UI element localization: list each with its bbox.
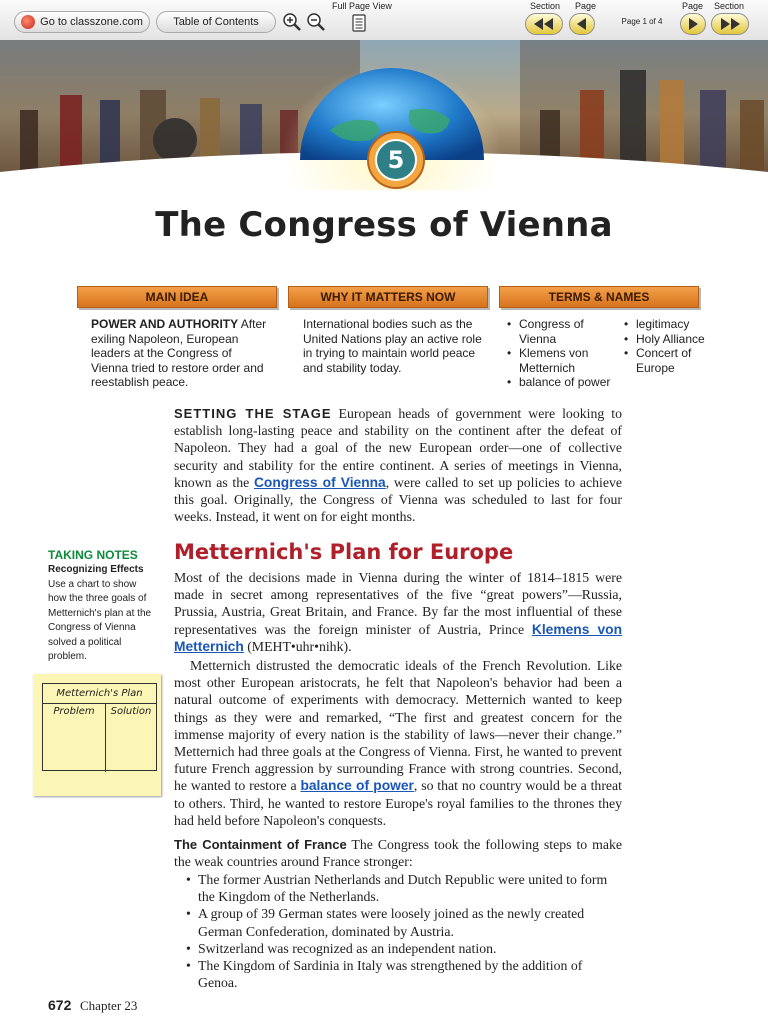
taking-notes-heading: TAKING NOTES	[48, 548, 138, 562]
containment-text: The Congress took the following steps to make the weak countries around France stronger:	[174, 837, 623, 870]
setting-text-part1: European heads of government were looking to establish long-lasting peace and stability on the continent after the defeat of Napoleon. They had a goal of the new European order—one of collective security and stability for the entire continent. A series of meetings in Vienna, known as the	[174, 406, 622, 490]
sticky-note	[33, 674, 161, 796]
full-page-view-label: Full Page View	[332, 1, 392, 11]
double-chevron-right-icon	[719, 18, 741, 30]
chapter-banner	[0, 40, 768, 190]
page-counter: Page 1 of 4	[621, 17, 663, 26]
zoom-in-icon[interactable]	[282, 12, 302, 32]
terms-right-list	[624, 317, 720, 375]
containment-paragraph	[174, 836, 622, 870]
para2-part1: Metternich distrusted the democratic ideals of the French Revolution. Like most other European aristocrats, he felt that Napoleon's behavior had been a natural outcome of experiments with democracy. Metternich wanted to keep things as they were and remarked, “The first and greatest concern for the immense majority of every nation is the stability of laws—never their change.” Metternich had three goals at the Congress of Vienna. First, he wanted to prevent future French aggression by surrounding France with strong countries. Second, he wanted to restore a	[174, 658, 622, 794]
chevron-right-icon	[687, 18, 699, 30]
notes-chart-problem-column: Problem	[43, 704, 106, 772]
section-number-badge	[367, 131, 425, 189]
classzone-button[interactable]	[14, 11, 150, 33]
term-item: • Klemens von Metternich	[507, 346, 619, 375]
list-item: • The former Austrian Netherlands and Dutch Republic were united to form the Kingdom of the Netherlands.	[186, 871, 622, 905]
page-number: 672	[48, 997, 72, 1013]
para2-part2: , so that no country would be a threat to others. Third, he wanted to restore Europe's royal families to the thrones they had held before Napoleon's conquests.	[174, 778, 622, 828]
classzone-icon	[21, 15, 35, 29]
setting-the-stage-paragraph	[174, 405, 622, 525]
containment-subheading: The Containment of France	[174, 837, 347, 852]
main-idea-lead: POWER AND AUTHORITY	[91, 317, 239, 331]
notes-chart-title: Metternich's Plan	[43, 684, 156, 704]
section-prev-button[interactable]	[525, 13, 563, 35]
main-idea-header: MAIN IDEA	[77, 286, 277, 308]
page-prev-label: Page	[575, 1, 597, 11]
main-idea-text	[91, 317, 269, 390]
containment-bullet-list	[186, 871, 622, 991]
terms-left-list	[507, 317, 619, 390]
term-item: • Congress of Vienna	[507, 317, 619, 346]
section-next-button[interactable]	[711, 13, 749, 35]
taking-notes-body: Use a chart to show how the three goals of Metternich's plan at the Congress of Vienna solved a political problem.	[48, 579, 152, 663]
balance-of-power-link[interactable]: balance of power	[300, 778, 414, 794]
setting-text-part2: , were called to set up policies to achieve this goal. Originally, the Congress of Vienna was scheduled to last for four weeks. Instead, it went on for eight months.	[174, 474, 622, 525]
metternich-link[interactable]: Klemens von Metternich	[174, 621, 623, 654]
section-prev-label: Section	[530, 1, 561, 11]
zoom-out-icon[interactable]	[306, 12, 326, 32]
list-item: • A group of 39 German states were loosely joined as the newly created German Confederation, dominated by Austria.	[186, 905, 622, 939]
terms-names-header: TERMS & NAMES	[499, 286, 699, 308]
section-heading: Metternich's Plan for Europe	[174, 540, 514, 564]
chapter-label: Chapter 23	[80, 998, 138, 1013]
notes-chart	[42, 683, 157, 771]
list-item: • Switzerland was recognized as an independent nation.	[186, 940, 622, 957]
setting-the-stage-label: SETTING THE STAGE	[174, 406, 332, 421]
taking-notes-subheading: Recognizing Effects	[48, 564, 144, 575]
paragraph-1	[174, 569, 622, 655]
page-next-button[interactable]	[680, 13, 706, 35]
list-item: • The Kingdom of Sardinia in Italy was strengthened by the addition of Genoa.	[186, 957, 622, 991]
section-next-label: Section	[714, 1, 745, 11]
para1-part2: (MEHT•uhr•nihk).	[243, 638, 352, 654]
why-it-matters-text: International bodies such as the United Nations play an active role in trying to maintain world peace and stability today.	[303, 317, 482, 375]
term-item: • Holy Alliance	[624, 332, 720, 347]
page-title: The Congress of Vienna	[155, 205, 613, 245]
full-page-view-icon[interactable]	[350, 13, 368, 33]
chevron-left-icon	[576, 18, 588, 30]
para1-part1: Most of the decisions made in Vienna during the winter of 1814–1815 were made in secret among representatives of the five “great powers”—Russia, Prussia, Austria, Great Britain, and France. By far the most influential of these representatives was the foreign minister of Austria, Prince	[174, 570, 622, 637]
paragraph-2	[174, 657, 622, 829]
table-of-contents-label: Table of Contents	[173, 16, 259, 28]
section-number: 5	[375, 139, 417, 181]
page-prev-button[interactable]	[569, 13, 595, 35]
term-item: • legitimacy	[624, 317, 720, 332]
table-of-contents-button[interactable]	[156, 11, 276, 33]
main-idea-body: After exiling Napoleon, European leaders at the Congress of Vienna tried to restore order and reestablish peace.	[91, 317, 267, 389]
page-next-label: Page	[682, 1, 704, 11]
notes-chart-solution-column: Solution	[110, 706, 152, 717]
why-it-matters-header: WHY IT MATTERS NOW	[288, 286, 488, 308]
term-item: • Concert of Europe	[624, 346, 720, 375]
congress-of-vienna-link[interactable]: Congress of Vienna	[253, 474, 386, 490]
classzone-label: Go to classzone.com	[40, 16, 143, 28]
double-chevron-left-icon	[533, 18, 555, 30]
toolbar	[0, 0, 768, 41]
term-item: • balance of power	[507, 375, 619, 390]
